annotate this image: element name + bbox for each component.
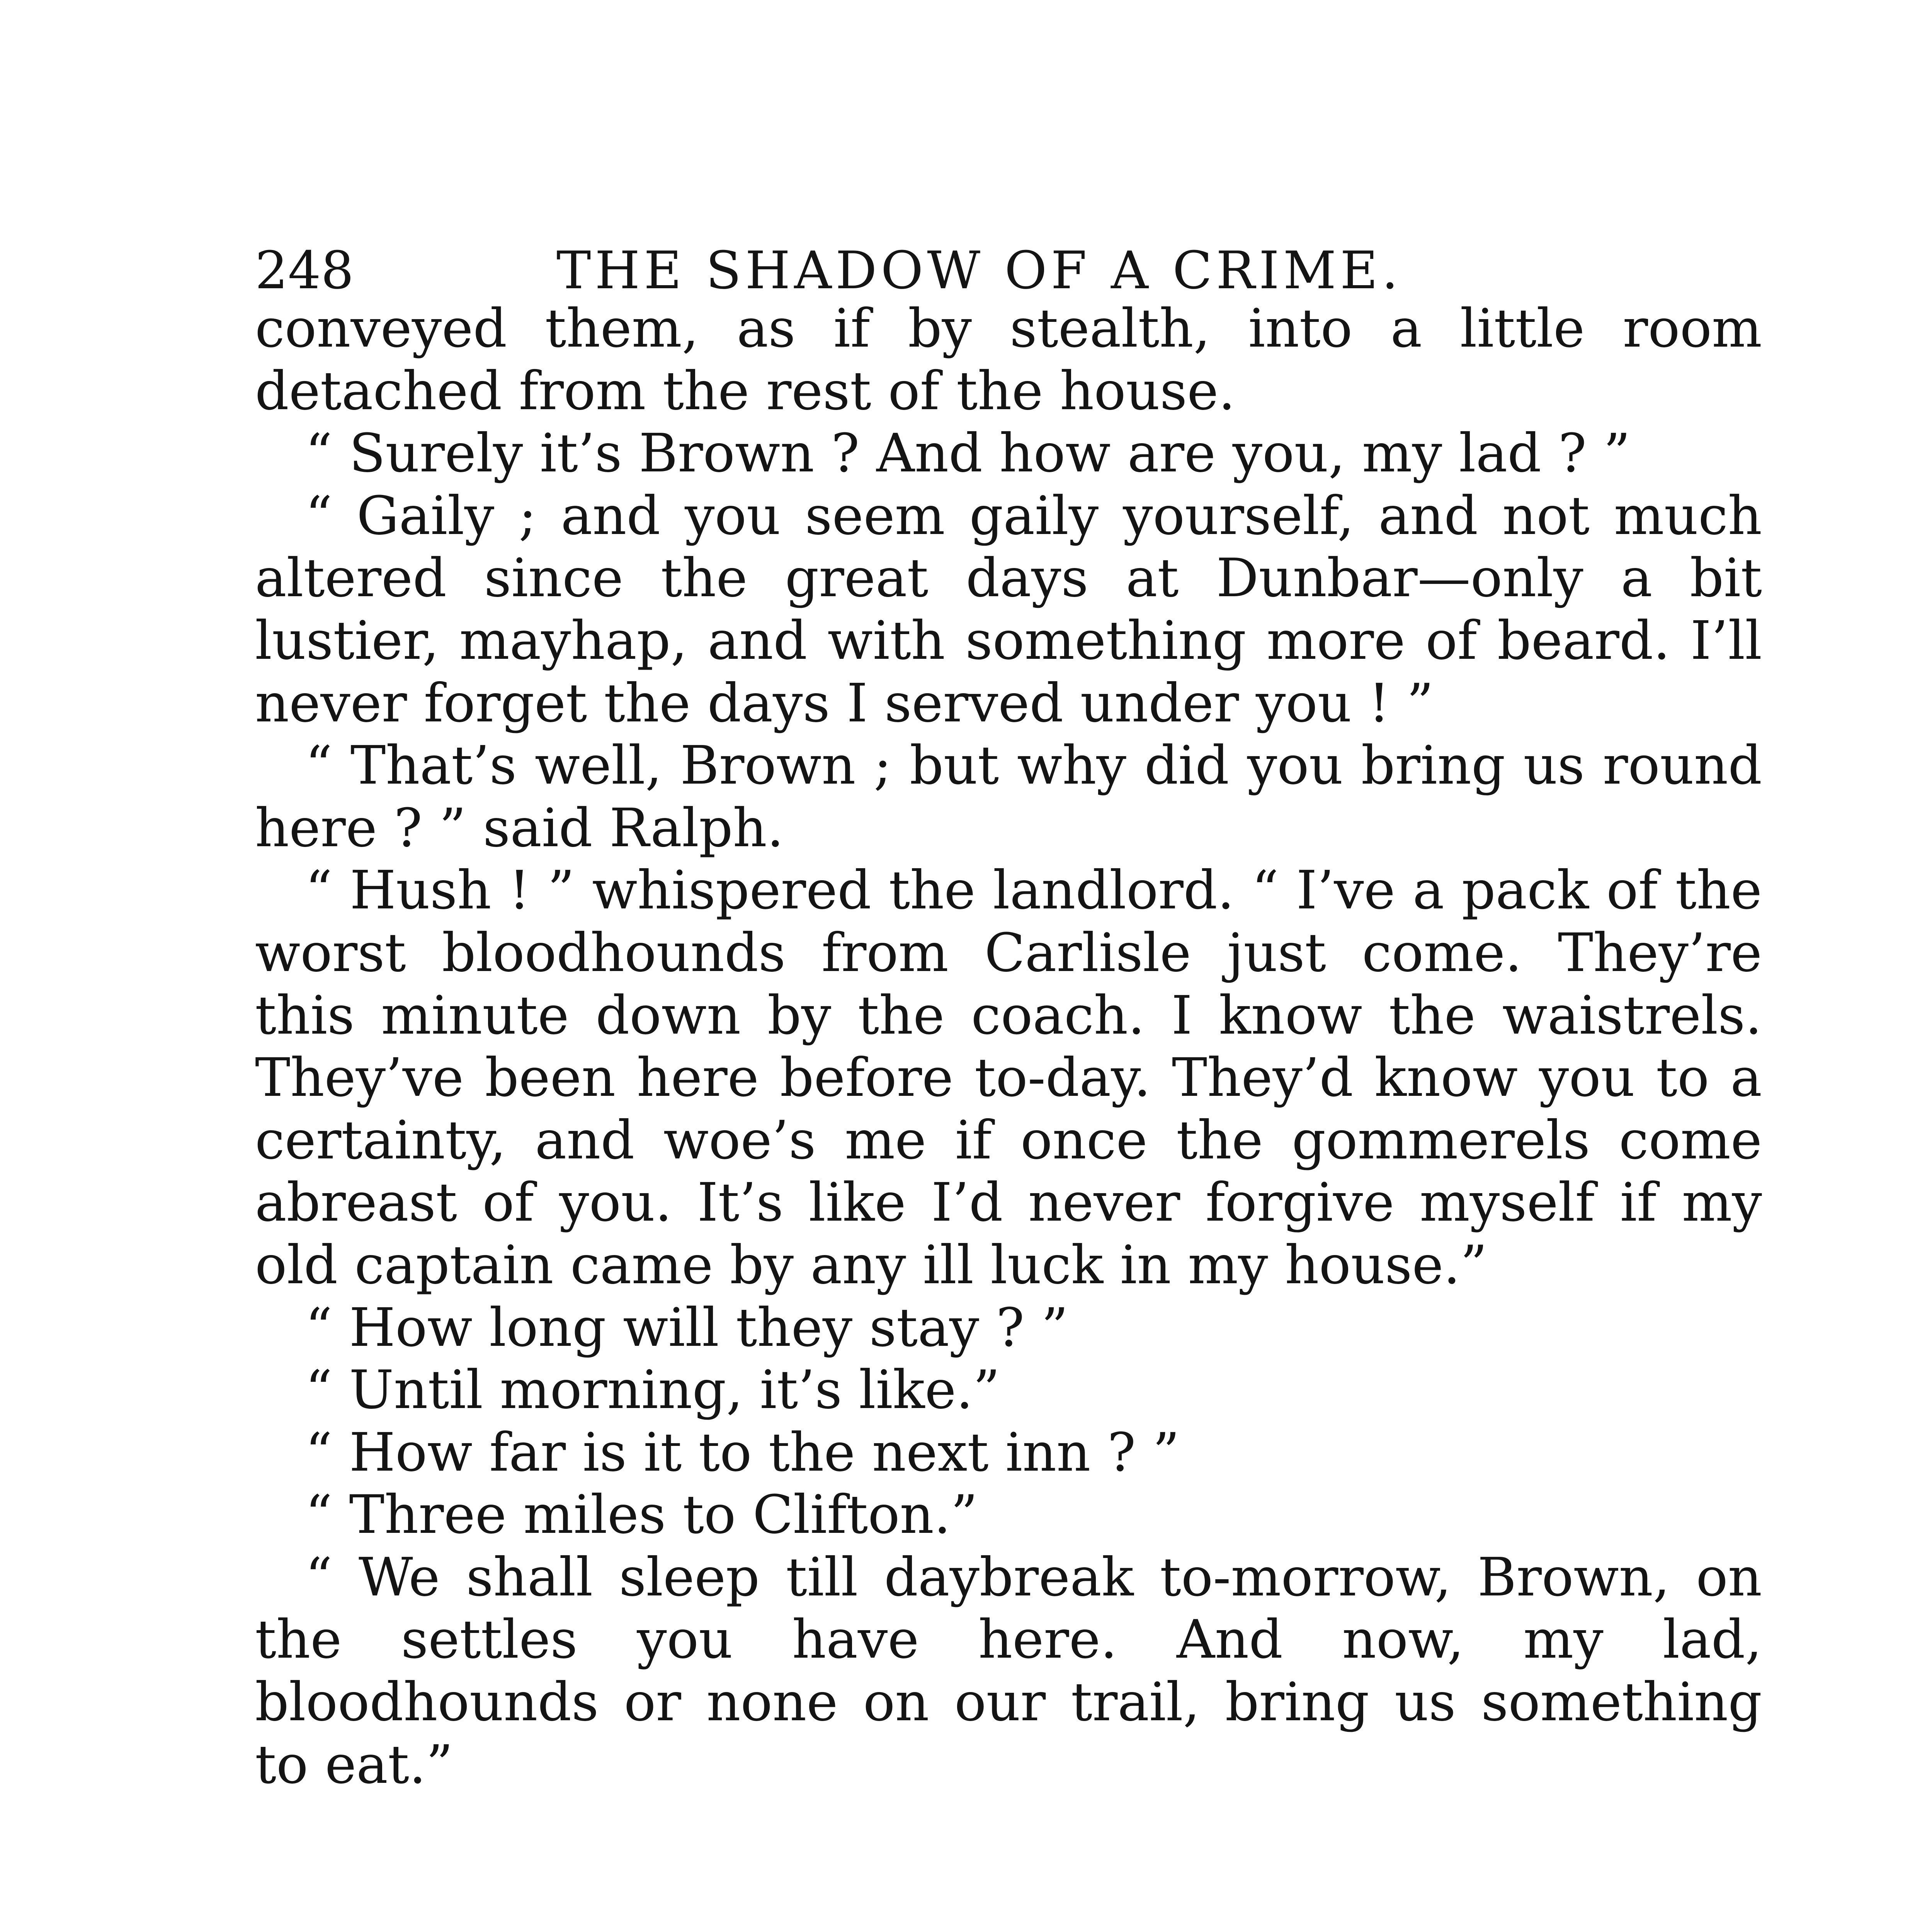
paragraph: “ Until morning, it’s like.”	[305, 1359, 1000, 1421]
paragraph: conveyed them, as if by stealth, into a little room detached from the rest of the house.	[255, 298, 1762, 422]
paragraph: “ That’s well, Brown ; but why did you bring us round here ? ” said Ralph.	[255, 735, 1762, 859]
paragraph: “ Three miles to Clifton.”	[305, 1484, 978, 1546]
page-number: 248	[255, 240, 354, 301]
paragraph: “ Hush ! ” whispered the landlord. “ I’ve a pack of the worst bloodhounds from Carlisle just come. They’re this minute down by the coach. I know the waistrels. They’ve been here before to-day. They’d know you to a certainty, and woe’s me if once the gommerels come abreast of you. It’s like I’d never forgive myself if my old captain came by any ill luck in my house.”	[255, 860, 1762, 1296]
paragraph: “ Surely it’s Brown ? And how are you, my lad ? ”	[305, 423, 1631, 485]
paragraph: “ Gaily ; and you seem gaily yourself, and not much altered since the great days at Dunbar—only a bit lustier, mayhap, and with something more of beard. I’ll never forget the days I served under you ! ”	[255, 485, 1762, 734]
paragraph: “ How long will they stay ? ”	[305, 1297, 1068, 1359]
running-title: THE SHADOW OF A CRIME.	[556, 240, 1402, 301]
body-text-section-1	[255, 298, 1762, 1796]
paragraph: “ How far is it to the next inn ? ”	[305, 1422, 1180, 1483]
paragraph: “ We shall sleep till daybreak to-morrow, Brown, on the settles you have here. And now, my lad, bloodhounds or none on our trail, bring us something to eat.”	[255, 1546, 1762, 1796]
